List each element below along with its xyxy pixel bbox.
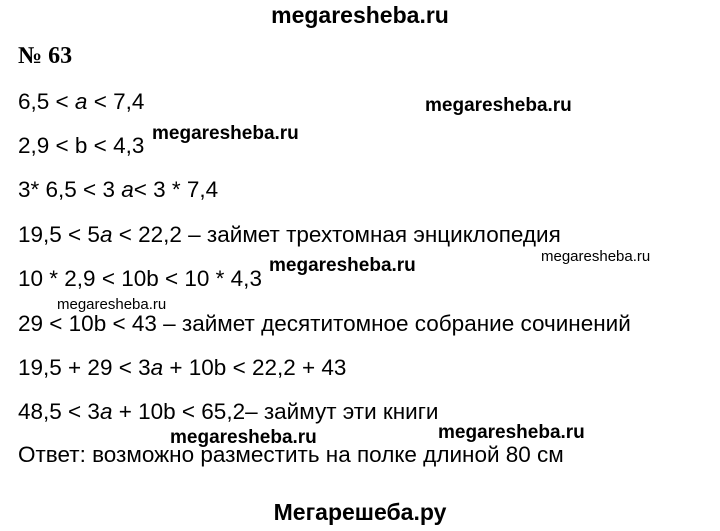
solution-line-3: 3* 6,5 < 3 a< 3 * 7,4: [18, 177, 219, 202]
solution-line-1: 6,5 < a < 7,4: [18, 89, 145, 114]
task-number: № 63: [18, 43, 73, 69]
site-footer-title: Мегарешеба.ру: [273, 499, 447, 525]
watermark-3: megaresheba.ru: [269, 255, 416, 276]
solution-line-8: 48,5 < 3a + 10b < 65,2– займут эти книги: [18, 399, 439, 424]
solution-line-6: 29 < 10b < 43 – займет десятитомное собрание сочинений: [18, 311, 631, 336]
watermark-1: megaresheba.ru: [425, 95, 572, 116]
watermark-4: megaresheba.ru: [170, 427, 317, 448]
solution-line-4: 19,5 < 5a < 22,2 – займет трехтомная энциклопедия: [18, 222, 561, 247]
watermark-2: megaresheba.ru: [152, 123, 299, 144]
watermark-small-1: megaresheba.ru: [541, 248, 651, 265]
watermark-5: megaresheba.ru: [438, 422, 585, 443]
solution-line-5: 10 * 2,9 < 10b < 10 * 4,3: [18, 266, 262, 291]
solution-line-7: 19,5 + 29 < 3a + 10b < 22,2 + 43: [18, 355, 347, 380]
site-header-title: megaresheba.ru: [271, 2, 449, 28]
answer-line: Ответ: возможно разместить на полке длиной 80 см: [18, 442, 564, 467]
watermark-small-2: megaresheba.ru: [57, 296, 167, 313]
solution-line-2: 2,9 < b < 4,3: [18, 133, 145, 158]
